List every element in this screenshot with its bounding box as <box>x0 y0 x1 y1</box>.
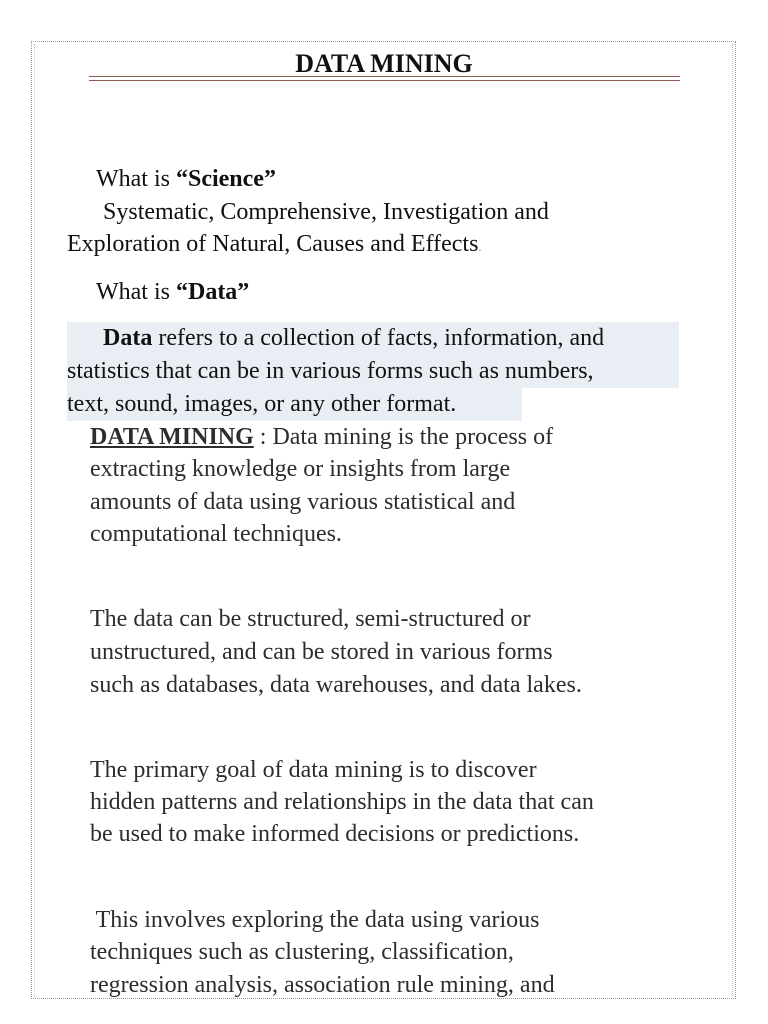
data-mining-heading: DATA MINING <box>90 424 254 450</box>
science-question-prefix: What is <box>96 166 176 192</box>
techniques-paragraph-line-2: techniques such as clustering, classification, <box>90 939 514 965</box>
structured-paragraph-line-1: The data can be structured, semi-structured or <box>90 606 531 632</box>
science-answer-line-1: Systematic, Comprehensive, Investigation and <box>103 199 549 225</box>
title-underline-rule <box>89 76 680 77</box>
data-question-prefix: What is <box>96 279 176 305</box>
data-definition-line-3: text, sound, images, or any other format. <box>67 391 457 417</box>
data-mining-definition-line-4: computational techniques. <box>90 521 342 547</box>
structured-paragraph-line-2: unstructured, and can be stored in various forms <box>90 639 553 665</box>
structured-paragraph-line-3: such as databases, data warehouses, and data lakes. <box>90 672 582 698</box>
data-definition-line-2: statistics that can be in various forms such as numbers, <box>67 358 594 384</box>
data-definition-line-1 <box>103 322 604 355</box>
science-answer-line-2 <box>67 228 481 264</box>
data-definition-line-1-text: refers to a collection of facts, information, and <box>152 325 605 351</box>
science-question-term: “Science” <box>175 166 276 192</box>
data-question <box>96 276 249 309</box>
goal-paragraph-line-1: The primary goal of data mining is to discover <box>90 757 537 783</box>
title-underline-rule-second <box>89 80 680 81</box>
science-answer-trailing: . <box>478 240 482 254</box>
techniques-paragraph-line-3: regression analysis, association rule mining, and <box>90 972 555 998</box>
science-question <box>96 163 276 196</box>
goal-paragraph-line-2: hidden patterns and relationships in the data that can <box>90 789 594 815</box>
science-answer-line-2-text: Exploration of Natural, Causes and Effects <box>67 231 479 257</box>
data-mining-definition-line-3: amounts of data using various statistical and <box>90 489 516 515</box>
goal-paragraph-line-3: be used to make informed decisions or predictions. <box>90 821 580 847</box>
data-definition-term: Data <box>103 325 153 351</box>
data-question-term: “Data” <box>175 279 250 305</box>
techniques-paragraph-line-1: This involves exploring the data using various <box>90 907 540 933</box>
data-mining-definition-line-1 <box>90 421 553 454</box>
data-mining-definition-line-1-text: : Data mining is the process of <box>253 424 554 450</box>
data-mining-definition-line-2: extracting knowledge or insights from large <box>90 456 511 482</box>
document-title: DATA MINING <box>295 49 473 78</box>
